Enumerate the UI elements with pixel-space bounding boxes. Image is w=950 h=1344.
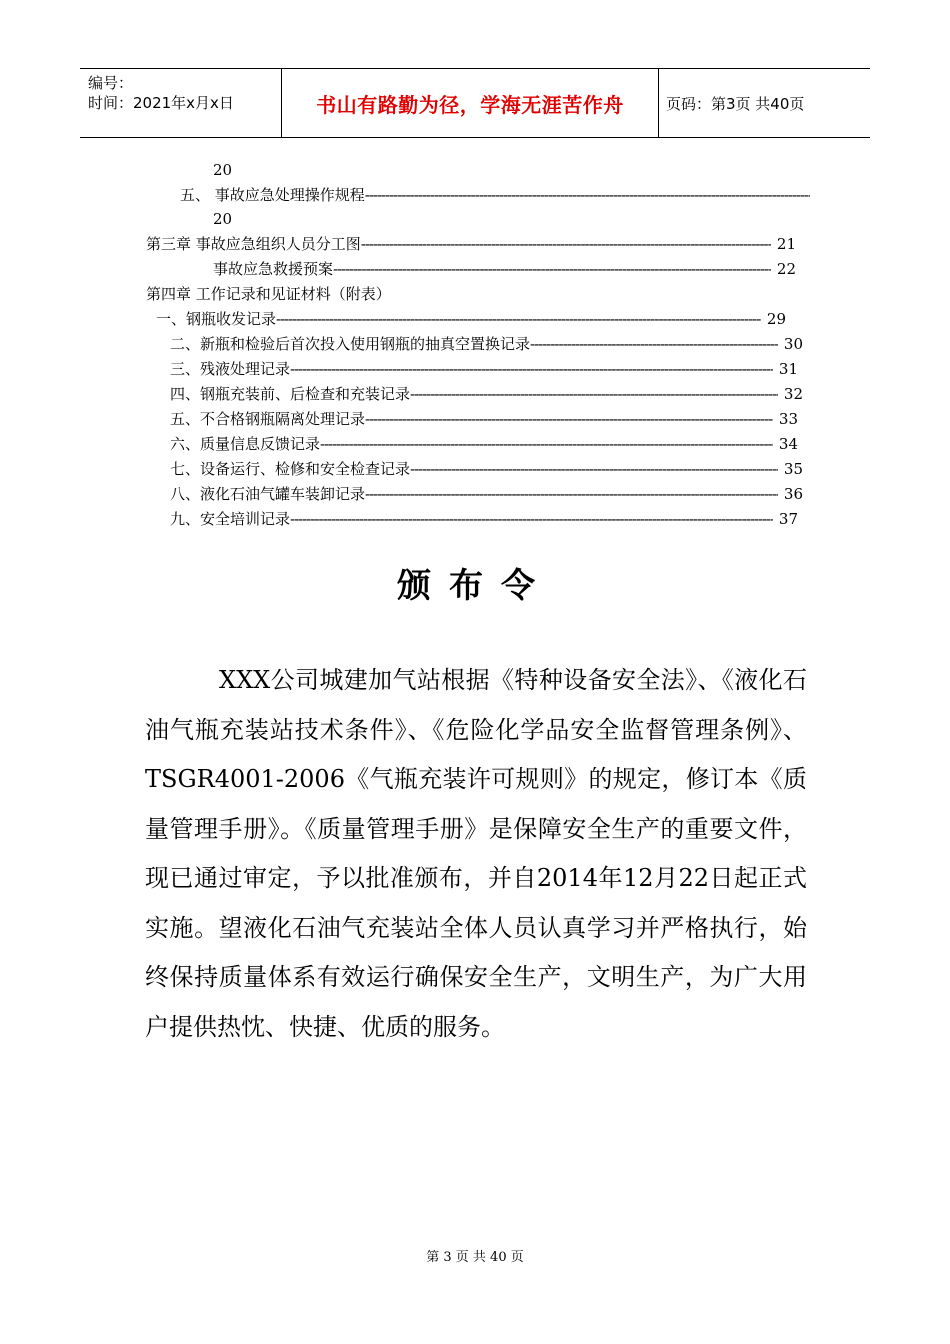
toc-continued-page: 20	[213, 161, 233, 179]
body-paragraph	[145, 656, 807, 1052]
header-meta	[80, 69, 282, 137]
toc-entry: 三、残液处理记录 ----- 31	[170, 357, 798, 381]
toc-entry-page: 20	[213, 210, 233, 228]
toc-entry: 七、设备运行、检修和安全检查记录 ----- 35	[170, 457, 803, 481]
toc-entry: 五、 事故应急处理操作规程 -----	[180, 183, 810, 207]
number-label: 编号：	[88, 74, 134, 92]
toc-entry: 九、安全培训记录 ----- 37	[170, 507, 798, 531]
page-header	[80, 68, 870, 138]
toc-entry: 五、不合格钢瓶隔离处理记录 ----- 33	[170, 407, 798, 431]
toc-entry: 二、新瓶和检验后首次投入使用钢瓶的抽真空置换记录 ----- 30	[170, 332, 803, 356]
toc-chapter-heading: 第四章 工作记录和见证材料（附表）	[146, 285, 391, 303]
header-motto: 书山有路勤为径，学海无涯苦作舟	[282, 69, 659, 137]
toc-entry: 四、钢瓶充装前、后检查和充装记录 ----- 32	[170, 382, 803, 406]
date-label: 时间：2021年x月x日	[88, 94, 234, 112]
toc-entry: 八、液化石油气罐车装卸记录 ----- 36	[170, 482, 803, 506]
toc-entry: 第三章 事故应急组织人员分工图 ----- 21	[146, 232, 796, 256]
toc-entry: 一、钢瓶收发记录 ----- 29	[156, 307, 786, 331]
header-page-info: 页码：第3页 共40页	[666, 94, 805, 113]
toc-entry: 六、质量信息反馈记录 ----- 34	[170, 432, 798, 456]
toc-entry: 事故应急救援预案 ----- 22	[213, 257, 796, 281]
document-title: 颁布令	[397, 566, 553, 606]
page-footer: 第 3 页 共 40 页	[426, 1250, 524, 1265]
body-text: XXX公司城建加气站根据《特种设备安全法》、《液化石油气瓶充装站技术条件》、《危险化学品安全监督管理条例》、TSGR4001-2006《气瓶充装许可规则》的规定，修订本《质量管理手册》。《质量管理手册》是保障安全生产的重要文件，现已通过审定，予以批准颁布，并自2014年12月22日起正式实施。望液化石油气充装站全体人员认真学习并严格执行，始终保持质量体系有效运行确保安全生产，文明生产，为广大用户提供热忱、快捷、优质的服务。	[145, 666, 807, 1041]
